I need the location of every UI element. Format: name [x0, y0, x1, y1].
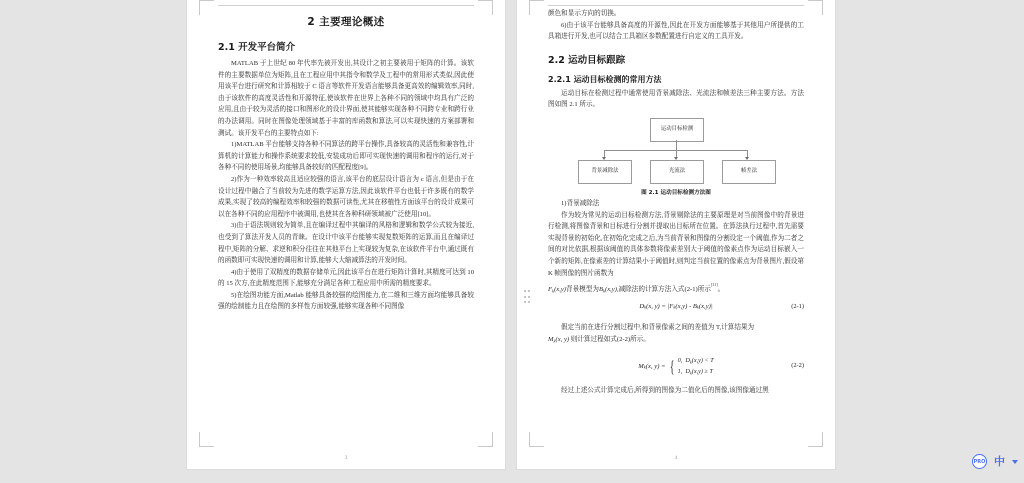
paragraph-feature-3: 3)由于语法规则较为简单,且在编译过程中其编译的风格和逻辑和数学公式较为接近,也受到了算法开发人员的青睐。在设计中该平台能够实现复数矩阵的运算,而且在编译过程中,矩阵的分解、求逆和积分往往在其他平台上实现较为复杂,在该软件平台中,通过既有的函数即可实现快速的调用和计算,能够大大缩减算法的开发时间。: [218, 222, 474, 265]
figure-2-1: [548, 118, 804, 196]
page-left-content: [218, 8, 474, 313]
equation-2-2: [548, 353, 804, 379]
page-header-rule: [548, 5, 804, 6]
page-number-left: 3: [344, 455, 348, 461]
handle-dot: [528, 296, 530, 298]
paragraph-closing: 经过上述公式计算完成后,所得到的图像为二值化后的图像,该图像通过黑: [561, 386, 769, 394]
document-page-left[interactable]: [187, 0, 505, 469]
gutter-drag-handle[interactable]: [524, 290, 531, 306]
handle-dot: [524, 296, 526, 298]
paragraph-assume-b: $M_k(x$, y) 则计算过程如式(2-2)所示。: [548, 335, 650, 344]
section-title-2-1: 2.1 开发平台简介: [218, 42, 296, 53]
formula-lead-after: ,减除法的计算方法入式(2-1)所示: [616, 285, 711, 293]
equation-2-1-number: (2-1): [791, 303, 804, 311]
chevron-down-icon[interactable]: [1012, 460, 1018, 464]
paragraph-detection-intro: 运动目标在检测过程中通常使用背景减除法、光流法和帧差法三种主要方法。方法图如图 2.1 所示。: [548, 89, 804, 109]
crop-mark-bottom-right: [808, 432, 823, 447]
equation-2-2-case-1: 0, $D_k(x,y) < T$: [677, 356, 714, 365]
section-title-2-2: 2.2 运动目标跟踪: [548, 54, 626, 66]
paragraph-feature-4: 4)由于使用了双精度的数据存储单元,因此该平台在进行矩阵计算时,其精度可达到 10 的 15 次方,在此精度范围下,能够充分满足各种工程应用中所需的精度要求。: [218, 268, 474, 288]
page-number-right: 4: [674, 455, 678, 461]
handle-dot: [528, 301, 530, 303]
diagram-node-root: 运动目标检测: [650, 118, 704, 142]
crop-mark-top-right: [478, 0, 493, 15]
chapter-title: 2 主要理论概述: [307, 16, 385, 28]
list-item-background-subtraction: 1)背景减除法: [561, 199, 600, 207]
crop-mark-bottom-left: [529, 432, 544, 447]
paragraph-continued: 颜色和显示方向的切换。: [548, 10, 621, 17]
equation-2-2-number: (2-2): [791, 361, 804, 369]
handle-dot: [524, 290, 526, 292]
paragraph-method-description: 作为较为常见的运动目标检测方法,背景剔除法的主要原理是对当前图像中的背景进行检测,将图像背景和目标进行分割并提取出目标所在位置。在算法执行过程中,首先需要实现背景的初始化,在初始化完成之后,为当前背景和图像的分割设定一个阈值,作为二者之间的对比依据,根据该阈值的具体参数将像素差别大于阈值的像素点作为运动目标嵌入一个新的矩阵,在像素差的计算结果小于阈值时,则判定当前位置的像素点为背景图片,假设第 K 帧图像的图片函数为: [548, 211, 804, 277]
diagram-node-frame-difference: 帧差法: [722, 160, 776, 184]
subsection-title-2-2-1: 2.2.1 运动目标检测的常用方法: [548, 74, 662, 84]
handle-dot: [528, 290, 530, 292]
handle-dot: [524, 301, 526, 303]
crop-mark-top-left: [529, 0, 544, 15]
ime-indicator[interactable]: [972, 454, 1018, 469]
equation-2-2-body: [548, 356, 804, 378]
equation-2-1: [548, 303, 804, 316]
diagram-node-background-subtraction: 背景减除法: [578, 160, 632, 184]
diagram-edge-root-stem: [676, 140, 677, 150]
equation-2-1-body: $D_k(x$, $y) = |F_k(x,y) - B_k(x,y)|$: [639, 303, 713, 311]
paragraph-assume-a: 假定当前在进行分割过程中,和背景像素之间的差值为 T,计算结果为: [561, 324, 755, 332]
detection-methods-diagram: [576, 118, 776, 184]
brace-icon: {: [669, 357, 674, 377]
equation-2-2-lhs: $M_k(x$, y) =: [638, 363, 666, 371]
assume-text-b: 则计算过程如式(2-2)所示。: [570, 335, 650, 343]
page-header-rule: [218, 5, 474, 6]
paragraph-feature-6: 6)由于该平台能够具备高度的开源性,因此在开发方面能够基于其他用户所提供的工具箱进行开发,也可以结合工具箱区参数配置进行自定义的工具开发。: [548, 21, 804, 41]
crop-mark-bottom-left: [199, 432, 214, 447]
ime-mode-label[interactable]: 中: [994, 455, 1005, 468]
crop-mark-top-right: [808, 0, 823, 15]
figure-caption: 图 2.1 运动目标检测方法图: [641, 189, 711, 196]
citation-ref-11: [11]: [710, 282, 718, 288]
formula-lead-before: 背景模型为: [565, 285, 599, 293]
crop-mark-top-left: [199, 0, 214, 15]
document-page-right[interactable]: [517, 0, 835, 469]
paragraph-feature-5: 5)在绘图功能方面,Matlab 能够具备较强的绘图能力,在二维和三维方面均能够具备较强的绘制能力且在绘图的多样性方面较强,能够实现各种不同图像: [218, 291, 474, 311]
crop-mark-bottom-right: [478, 432, 493, 447]
formula-lead-end: 。: [717, 285, 725, 293]
paragraph-feature-2: 2)作为一种效率较高且适应较强的语言,该平台的底层设计语言为 c 语言,但是由于在设计过程中融合了当前较为先进的数学运算方法,因此该软件平台也低于许多既有的数学成果,实现了较高的编程效率和较强的数据可读性,尤其在移植性方面该平台的设计成果可以在各种不同的应用程序中被调用,也使其在各种科研领域被广泛使用[10]。: [218, 175, 474, 218]
diagram-node-optical-flow: 光流法: [650, 160, 704, 184]
paragraph-feature-1: 1)MATLAB 平台能够支持各种不同算法的跨平台操作,具备较高的灵活性和兼容性,计算机的计算能力和操作系统要求较低,安装成功后即可实现快速的调用和程序的运行,对于各种不同的使用场景,均能够具备较好的匹配程度[9]。: [218, 141, 474, 172]
paragraph-intro: MATLAB 于上世纪 80 年代率先被开发出,其设计之初主要被用于矩阵的计算。该软件的主要数据单位为矩阵,且在工程应用中其指令和数学及工程中的常用形式类似,因此使用该平台进行研究和计算相较于 C 语言等软件开发语言能够具备更高效的编辑效率,同时,由于该软件的高度灵活性和开源特征,使该软件在世界上各种不同的领域中均具有广泛的应用,且由于较为灵活的接口和图形化的设计界面,使其能够实现各种不同跨专业和跨行业的办法调用。同时在图像处理领域基于丰富的库函数和算法,可以实现快速的方案部署和测试。该开发平台的主要特点如下:: [218, 60, 474, 137]
equation-2-2-case-2: 1, $D_k(x,y) \ge T$: [677, 367, 713, 376]
page-right-content: [548, 8, 804, 397]
ime-logo-icon[interactable]: PRO: [972, 454, 987, 469]
paragraph-formula-lead: $F_k(x,y)$背景模型为$B_k(x,y)$,减除法的计算方法入式(2-1)所示[11]。: [548, 282, 725, 294]
